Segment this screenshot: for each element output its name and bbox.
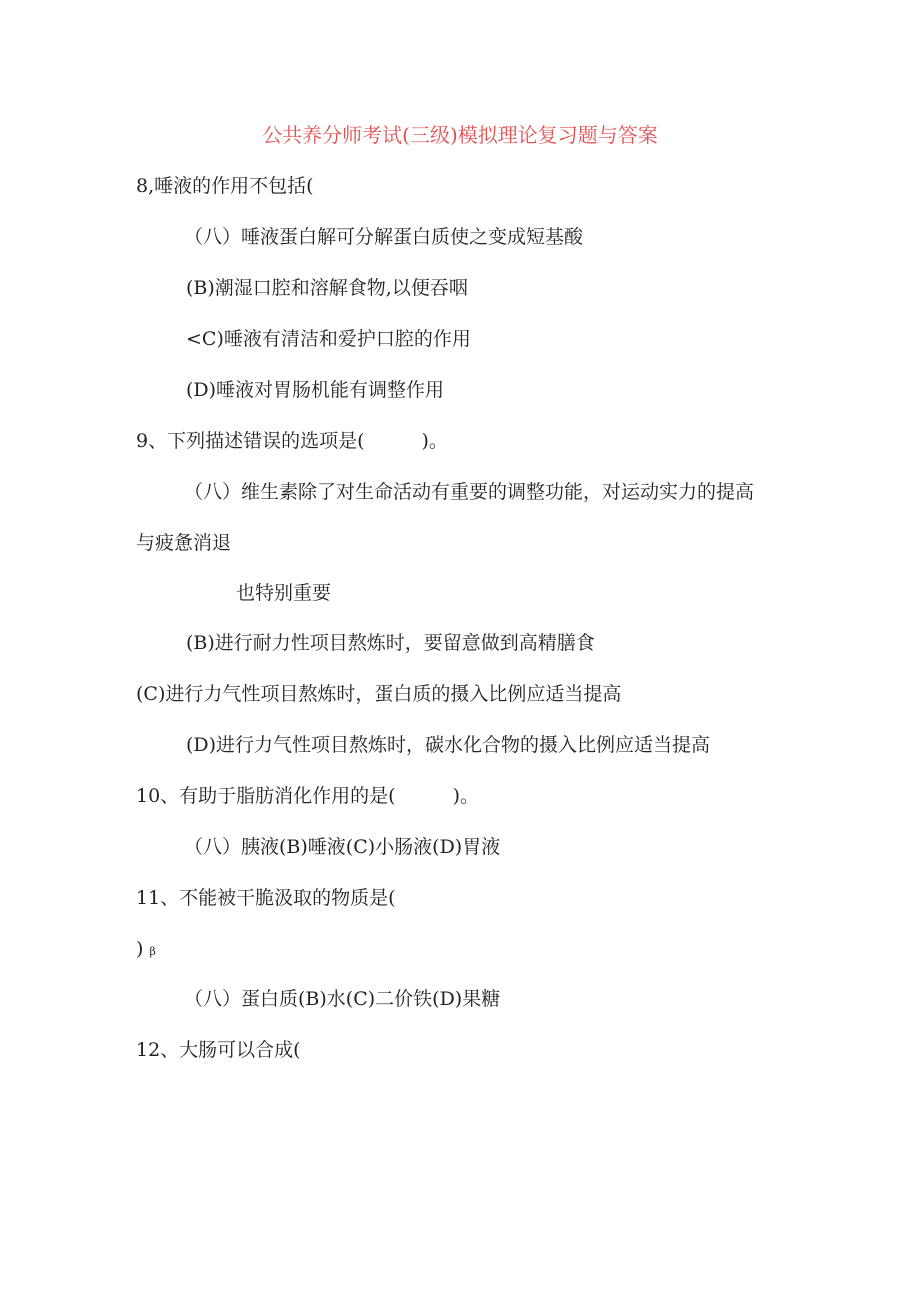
question-11-stem-continued <box>136 936 156 965</box>
question-9-option-d: (D)进行力气性项目熬炼时，碳水化合物的摄入比例应适当提高 <box>186 734 711 756</box>
question-8-option-a: （八）唾液蛋白解可分解蛋白质使之变成短基酸 <box>184 226 584 248</box>
question-9-option-a-line2: 与疲惫消退 <box>136 532 232 554</box>
question-9-option-a-line1: （八）维生素除了对生命活动有重要的调整功能，对运动实力的提高 <box>184 481 755 503</box>
question-11-options: （八）蛋白质(B)水(C)二价铁(D)果糖 <box>184 988 501 1010</box>
question-8-option-d: (D)唾液对胃肠机能有调整作用 <box>186 379 445 401</box>
question-8-stem: 8,唾液的作用不包括( <box>136 175 314 197</box>
question-9-stem: 9、下列描述错误的选项是( )。 <box>136 430 448 452</box>
question-10-stem: 10、有助于脂肪消化作用的是( )。 <box>136 785 480 807</box>
question-9-option-c: (C)进行力气性项目熬炼时，蛋白质的摄入比例应适当提高 <box>136 683 622 705</box>
question-9-option-b: (B)进行耐力性项目熬炼时，要留意做到高精膳食 <box>186 632 595 654</box>
question-11-mark: β <box>149 945 156 958</box>
question-8-option-b: (B)潮湿口腔和溶解食物,以便吞咽 <box>186 277 468 299</box>
question-11-stem: 11、不能被干脆汲取的物质是( <box>136 887 396 909</box>
question-9-option-a-line3: 也特别重要 <box>236 582 332 604</box>
question-8-option-c: <C)唾液有清洁和爱护口腔的作用 <box>186 328 471 350</box>
question-10-options: （八）胰液(B)唾液(C)小肠液(D)胃液 <box>184 836 501 858</box>
page-title: 公共养分师考试(三级)模拟理论复习题与答案 <box>262 123 658 147</box>
question-12-stem: 12、大肠可以合成( <box>136 1039 301 1061</box>
question-11-paren: ) <box>136 938 144 960</box>
